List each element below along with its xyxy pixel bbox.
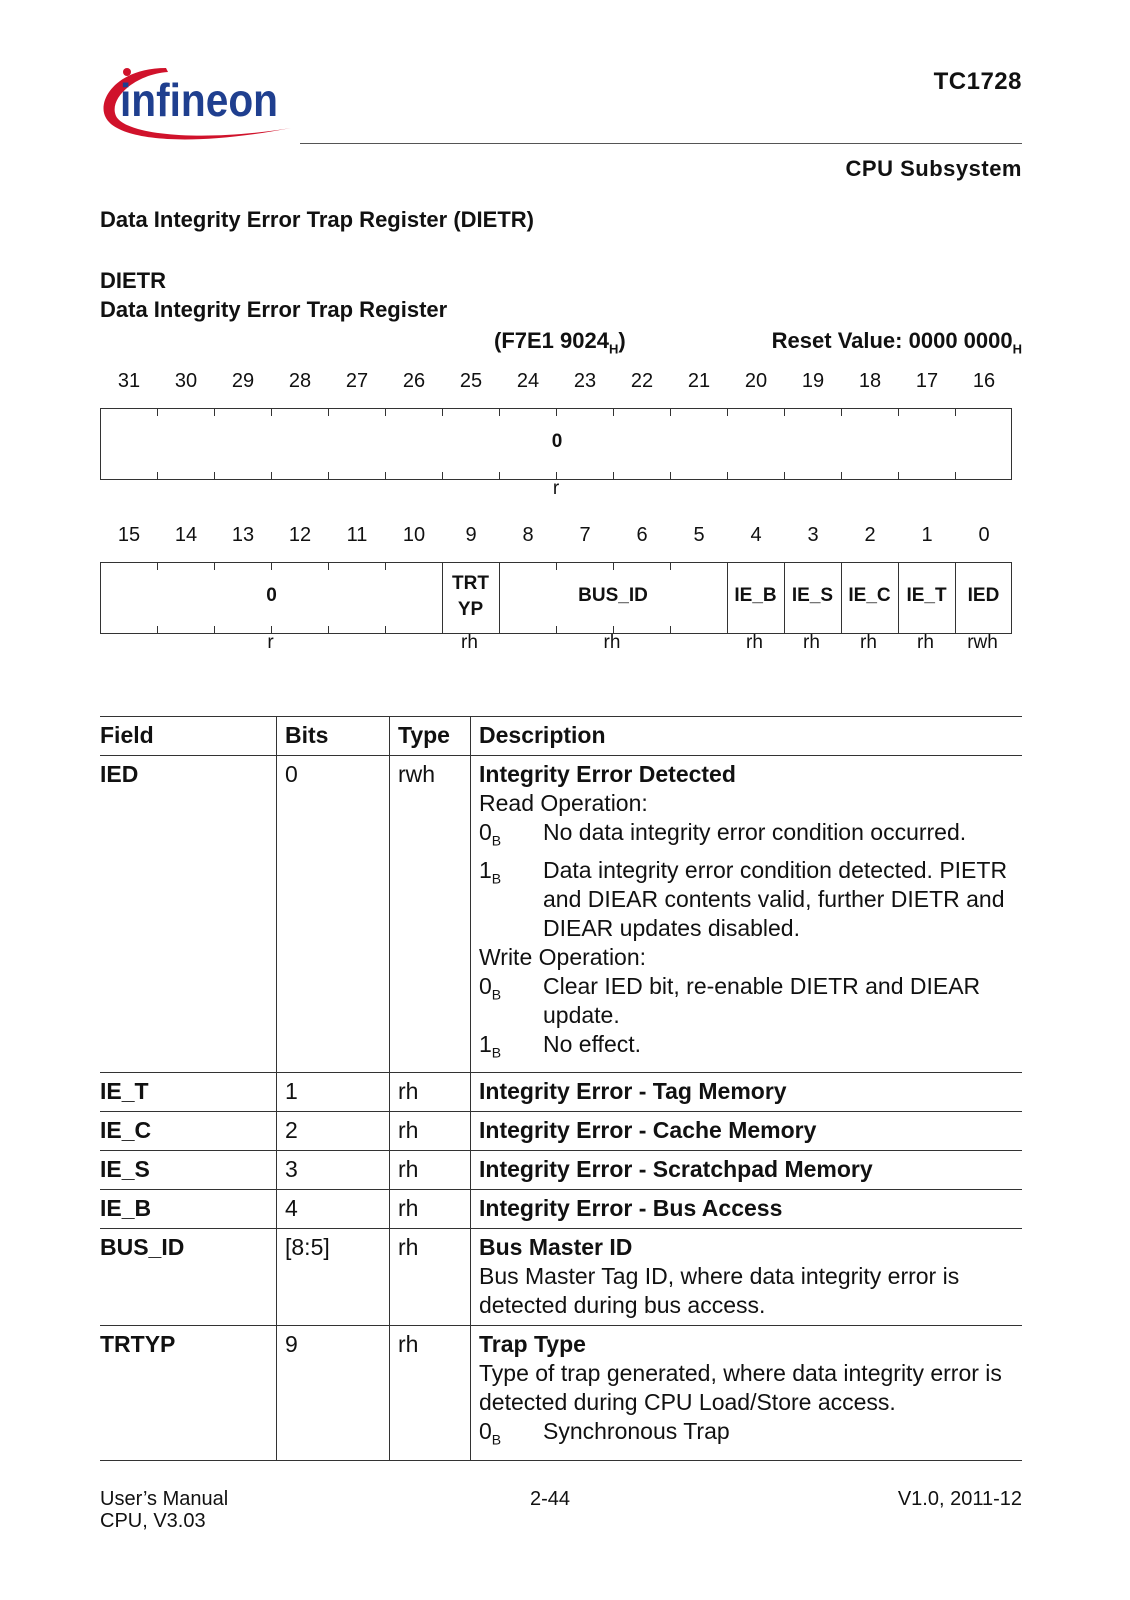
field-bits: 3 [277,1151,390,1190]
field-name: IE_B [100,1190,277,1229]
field-bits: 1 [277,1073,390,1112]
write-operation-label: Write Operation: [479,943,647,970]
field-name: BUS_ID [100,1229,277,1326]
value-row: $0_B$ Clear IED bit, re-enable DIETR and DIEAR update. [479,972,981,1028]
ie-t-access: rh [917,632,934,653]
bit-number: 7 [579,524,591,546]
field-name: TRTYP [100,1326,277,1461]
bit-number: 4 [750,524,762,546]
value-row: $0_B$ No data integrity error condition occurred. [479,819,967,849]
field-type: rh [390,1151,471,1190]
description-title: Bus Master ID [479,1234,633,1261]
section-name: CPU Subsystem [845,156,1022,181]
bit-number: 17 [915,370,939,392]
ie-c-field-label: IE_C [848,585,891,606]
ie-b-field-label: IE_B [734,585,777,606]
bit-number: 5 [693,524,705,546]
bit-number: 10 [402,524,426,546]
field-description-table [100,716,1022,1461]
reserved-low-field-label: 0 [266,585,277,606]
infineon-logo [96,56,296,148]
bit-number: 0 [978,524,990,546]
header-divider [300,143,1022,144]
register-short-name: DIETR [100,268,166,293]
field-name: IE_S [100,1151,277,1190]
field-bits: [8:5] [277,1229,390,1326]
field-description [471,756,1023,1073]
chip-name: TC1728 [933,68,1022,95]
bus-id-access: rh [603,632,621,653]
lower-bit-numbers [100,524,1012,550]
description-title: Integrity Error - Bus Access [471,1190,1023,1229]
bit-number: 31 [117,370,141,392]
description-title: Integrity Error - Tag Memory [471,1073,1023,1112]
field-description [471,1326,1023,1461]
bit-number: 11 [346,524,368,546]
reserved-field-access: r [552,478,560,499]
footer-page-number: 2-44 [530,1488,571,1510]
ie-c-access: rh [860,632,877,653]
description-text: Type of trap generated, where data integrity error is detected during CPU Load/Store access. [479,1360,1002,1416]
footer-document-version: V1.0, 2011-12 [897,1488,1022,1510]
table-row [100,1112,1022,1151]
value-row: $1_B$ Data integrity error condition detected. PIETR and DIEAR contents valid, further DIETR and DIEAR updates disabled. [479,856,1008,941]
ie-t-field-label: IE_T [906,585,947,606]
header-bits: Bits [277,717,390,756]
bit-number: 28 [288,370,312,392]
footer-manual-version: CPU, V3.03 [100,1510,206,1532]
bit-number: 22 [630,370,654,392]
reserved-field-label: 0 [551,431,563,452]
field-name: IE_C [100,1112,277,1151]
field-type: rwh [390,756,471,1073]
bit-number: 1 [921,524,933,546]
svg-text:infineon: infineon [120,74,278,126]
header-type: Type [390,717,471,756]
header-field: Field [100,717,277,756]
bit-number: 12 [288,524,312,546]
bit-number: 14 [174,524,198,546]
description-title: Trap Type [479,1331,586,1358]
table-row [100,1190,1022,1229]
register-upper-half [100,408,1012,480]
register-reset-value: Reset Value: 0000 $0000_H$ [771,328,1022,357]
bit-number: 15 [117,524,141,546]
bit-number: 9 [465,524,477,546]
register-address: (F7E1 $9024_H$) [494,328,626,357]
field-type: rh [390,1326,471,1461]
bit-number: 24 [516,370,540,392]
table-row [100,1229,1022,1326]
register-heading: Data Integrity Error Trap Register (DIETR) [100,207,534,232]
bit-number: 19 [801,370,825,392]
bit-number: 13 [231,524,255,546]
field-name: IE_T [100,1073,277,1112]
upper-bit-numbers [100,370,1012,396]
bit-number: 20 [744,370,768,392]
bit-number: 2 [864,524,876,546]
ied-access: rwh [967,632,998,653]
field-bits: 9 [277,1326,390,1461]
bit-number: 18 [858,370,882,392]
bit-number: 16 [972,370,996,392]
field-name: IED [100,756,277,1073]
bit-number: 21 [687,370,711,392]
table-row [100,756,1022,1073]
ie-b-access: rh [746,632,763,653]
bit-number: 29 [231,370,255,392]
field-description [471,1229,1023,1326]
description-title: Integrity Error - Cache Memory [471,1112,1023,1151]
description-text: Bus Master Tag ID, where data integrity error is detected during bus access. [479,1263,960,1319]
field-type: rh [390,1229,471,1326]
table-row [100,1073,1022,1112]
header-description: Description [471,717,1023,756]
value-row: $0_B$ Synchronous Trap [479,1418,730,1448]
register-lower-half [100,562,1012,634]
bit-number: 6 [636,524,648,546]
footer-manual-title: User’s Manual [100,1488,229,1510]
bit-number: 30 [174,370,198,392]
ie-s-field-label: IE_S [791,585,834,606]
field-type: rh [390,1073,471,1112]
description-title: Integrity Error Detected [479,761,736,787]
trtyp-access: rh [461,632,478,653]
ied-field-label: IED [967,585,1000,606]
bit-number: 25 [459,370,483,392]
field-bits: 2 [277,1112,390,1151]
bit-number: 27 [345,370,369,392]
field-bits: 0 [277,756,390,1073]
ie-s-access: rh [803,632,820,653]
bit-number: 26 [402,370,426,392]
field-bits: 4 [277,1190,390,1229]
register-long-name: Data Integrity Error Trap Register [100,297,448,322]
field-type: rh [390,1190,471,1229]
bit-number: 8 [522,524,534,546]
bit-number: 3 [807,524,819,546]
bit-number: 23 [573,370,597,392]
table-row [100,1326,1022,1461]
table-header-row [100,717,1022,756]
trtyp-field-label: TRT YP [452,573,489,620]
value-row: $1_B$ No effect. [479,1030,642,1061]
logo-swoosh [96,56,296,148]
reserved-low-access: r [267,632,274,653]
field-type: rh [390,1112,471,1151]
table-row [100,1151,1022,1190]
bus-id-field-label: BUS_ID [578,585,648,606]
description-title: Integrity Error - Scratchpad Memory [471,1151,1023,1190]
read-operation-label: Read Operation: [479,790,648,816]
